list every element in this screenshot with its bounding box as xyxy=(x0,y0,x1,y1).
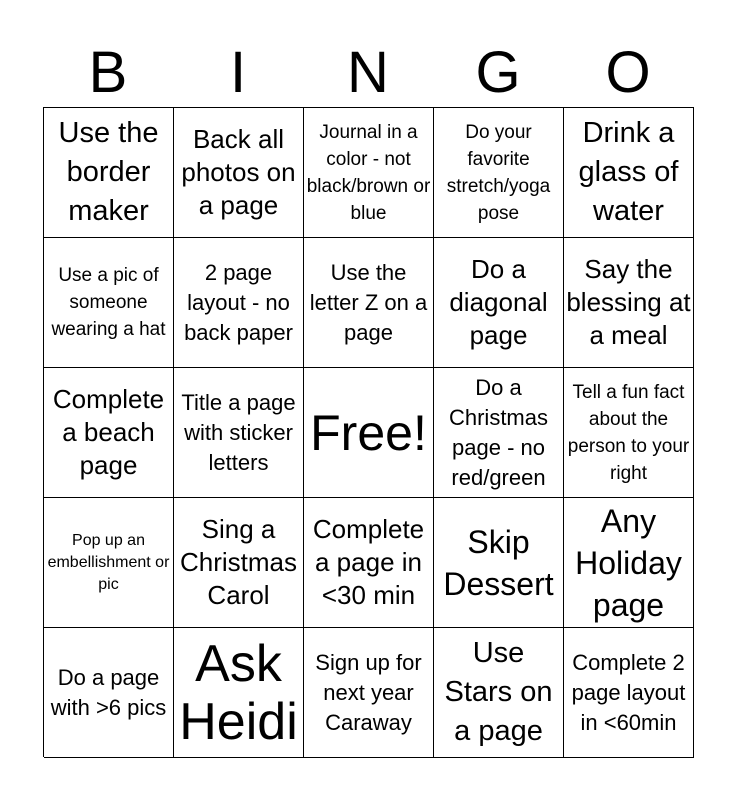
bingo-cell[interactable] xyxy=(564,628,694,758)
bingo-board xyxy=(43,107,694,757)
bingo-cell[interactable] xyxy=(304,498,434,628)
bingo-header xyxy=(43,40,693,106)
cell-text: Do a page with >6 pics xyxy=(50,664,167,720)
bingo-cell[interactable] xyxy=(174,368,304,498)
cell-text: Journal in a color - not black/brown or blue xyxy=(306,121,431,224)
bingo-cell[interactable] xyxy=(44,108,174,238)
cell-text: Tell a fun fact about the person to your right xyxy=(567,381,690,484)
bingo-cell[interactable] xyxy=(44,238,174,368)
cell-text: Any Holiday page xyxy=(575,502,682,623)
bingo-cell[interactable] xyxy=(174,628,304,758)
cell-text: Pop up an embellishment or pic xyxy=(47,531,170,593)
header-letter-g: G xyxy=(475,40,521,105)
bingo-cell[interactable] xyxy=(564,498,694,628)
bingo-cell[interactable] xyxy=(174,498,304,628)
cell-text: Free! xyxy=(310,404,427,461)
cell-text: Back all photos on a page xyxy=(181,124,296,220)
bingo-cell[interactable] xyxy=(44,628,174,758)
cell-text: Do a diagonal page xyxy=(449,254,548,350)
cell-text: Sing a Christmas Carol xyxy=(179,514,297,610)
bingo-cell[interactable] xyxy=(304,108,434,238)
cell-text: Sign up for next year Caraway xyxy=(315,649,422,735)
bingo-cell[interactable] xyxy=(434,498,564,628)
header-letter-n: N xyxy=(347,40,389,105)
cell-text: Use the letter Z on a page xyxy=(309,259,428,345)
bingo-cell[interactable] xyxy=(44,368,174,498)
bingo-cell[interactable] xyxy=(174,108,304,238)
free-space-cell[interactable] xyxy=(304,368,434,498)
bingo-cell[interactable] xyxy=(44,498,174,628)
cell-text: 2 page layout - no back paper xyxy=(184,259,293,345)
cell-text: Drink a glass of water xyxy=(578,117,679,227)
bingo-cell[interactable] xyxy=(304,238,434,368)
cell-text: Use Stars on a page xyxy=(444,637,553,747)
cell-text: Skip Dessert xyxy=(443,523,554,602)
cell-text: Use a pic of someone wearing a hat xyxy=(51,265,166,340)
header-letter-i: I xyxy=(229,40,247,105)
bingo-cell[interactable] xyxy=(174,238,304,368)
cell-text: Say the blessing at a meal xyxy=(566,254,691,350)
bingo-cell[interactable] xyxy=(304,628,434,758)
bingo-cell[interactable] xyxy=(564,368,694,498)
cell-text: Complete a beach page xyxy=(52,384,165,480)
cell-text: Complete 2 page layout in <60min xyxy=(571,649,686,735)
bingo-cell[interactable] xyxy=(434,238,564,368)
bingo-cell[interactable] xyxy=(434,628,564,758)
bingo-cell[interactable] xyxy=(434,108,564,238)
bingo-cell[interactable] xyxy=(434,368,564,498)
cell-text: Ask Heidi xyxy=(179,634,298,751)
cell-text: Title a page with sticker letters xyxy=(181,389,296,475)
cell-text: Complete a page in <30 min xyxy=(312,514,425,610)
cell-text: Do a Christmas page - no red/green xyxy=(448,374,548,490)
cell-text: Use the border maker xyxy=(58,117,159,227)
header-letter-b: B xyxy=(88,40,128,105)
header-letter-o: O xyxy=(605,40,651,105)
cell-text: Do your favorite stretch/yoga pose xyxy=(446,121,551,224)
bingo-cell[interactable] xyxy=(564,238,694,368)
bingo-cell[interactable] xyxy=(564,108,694,238)
